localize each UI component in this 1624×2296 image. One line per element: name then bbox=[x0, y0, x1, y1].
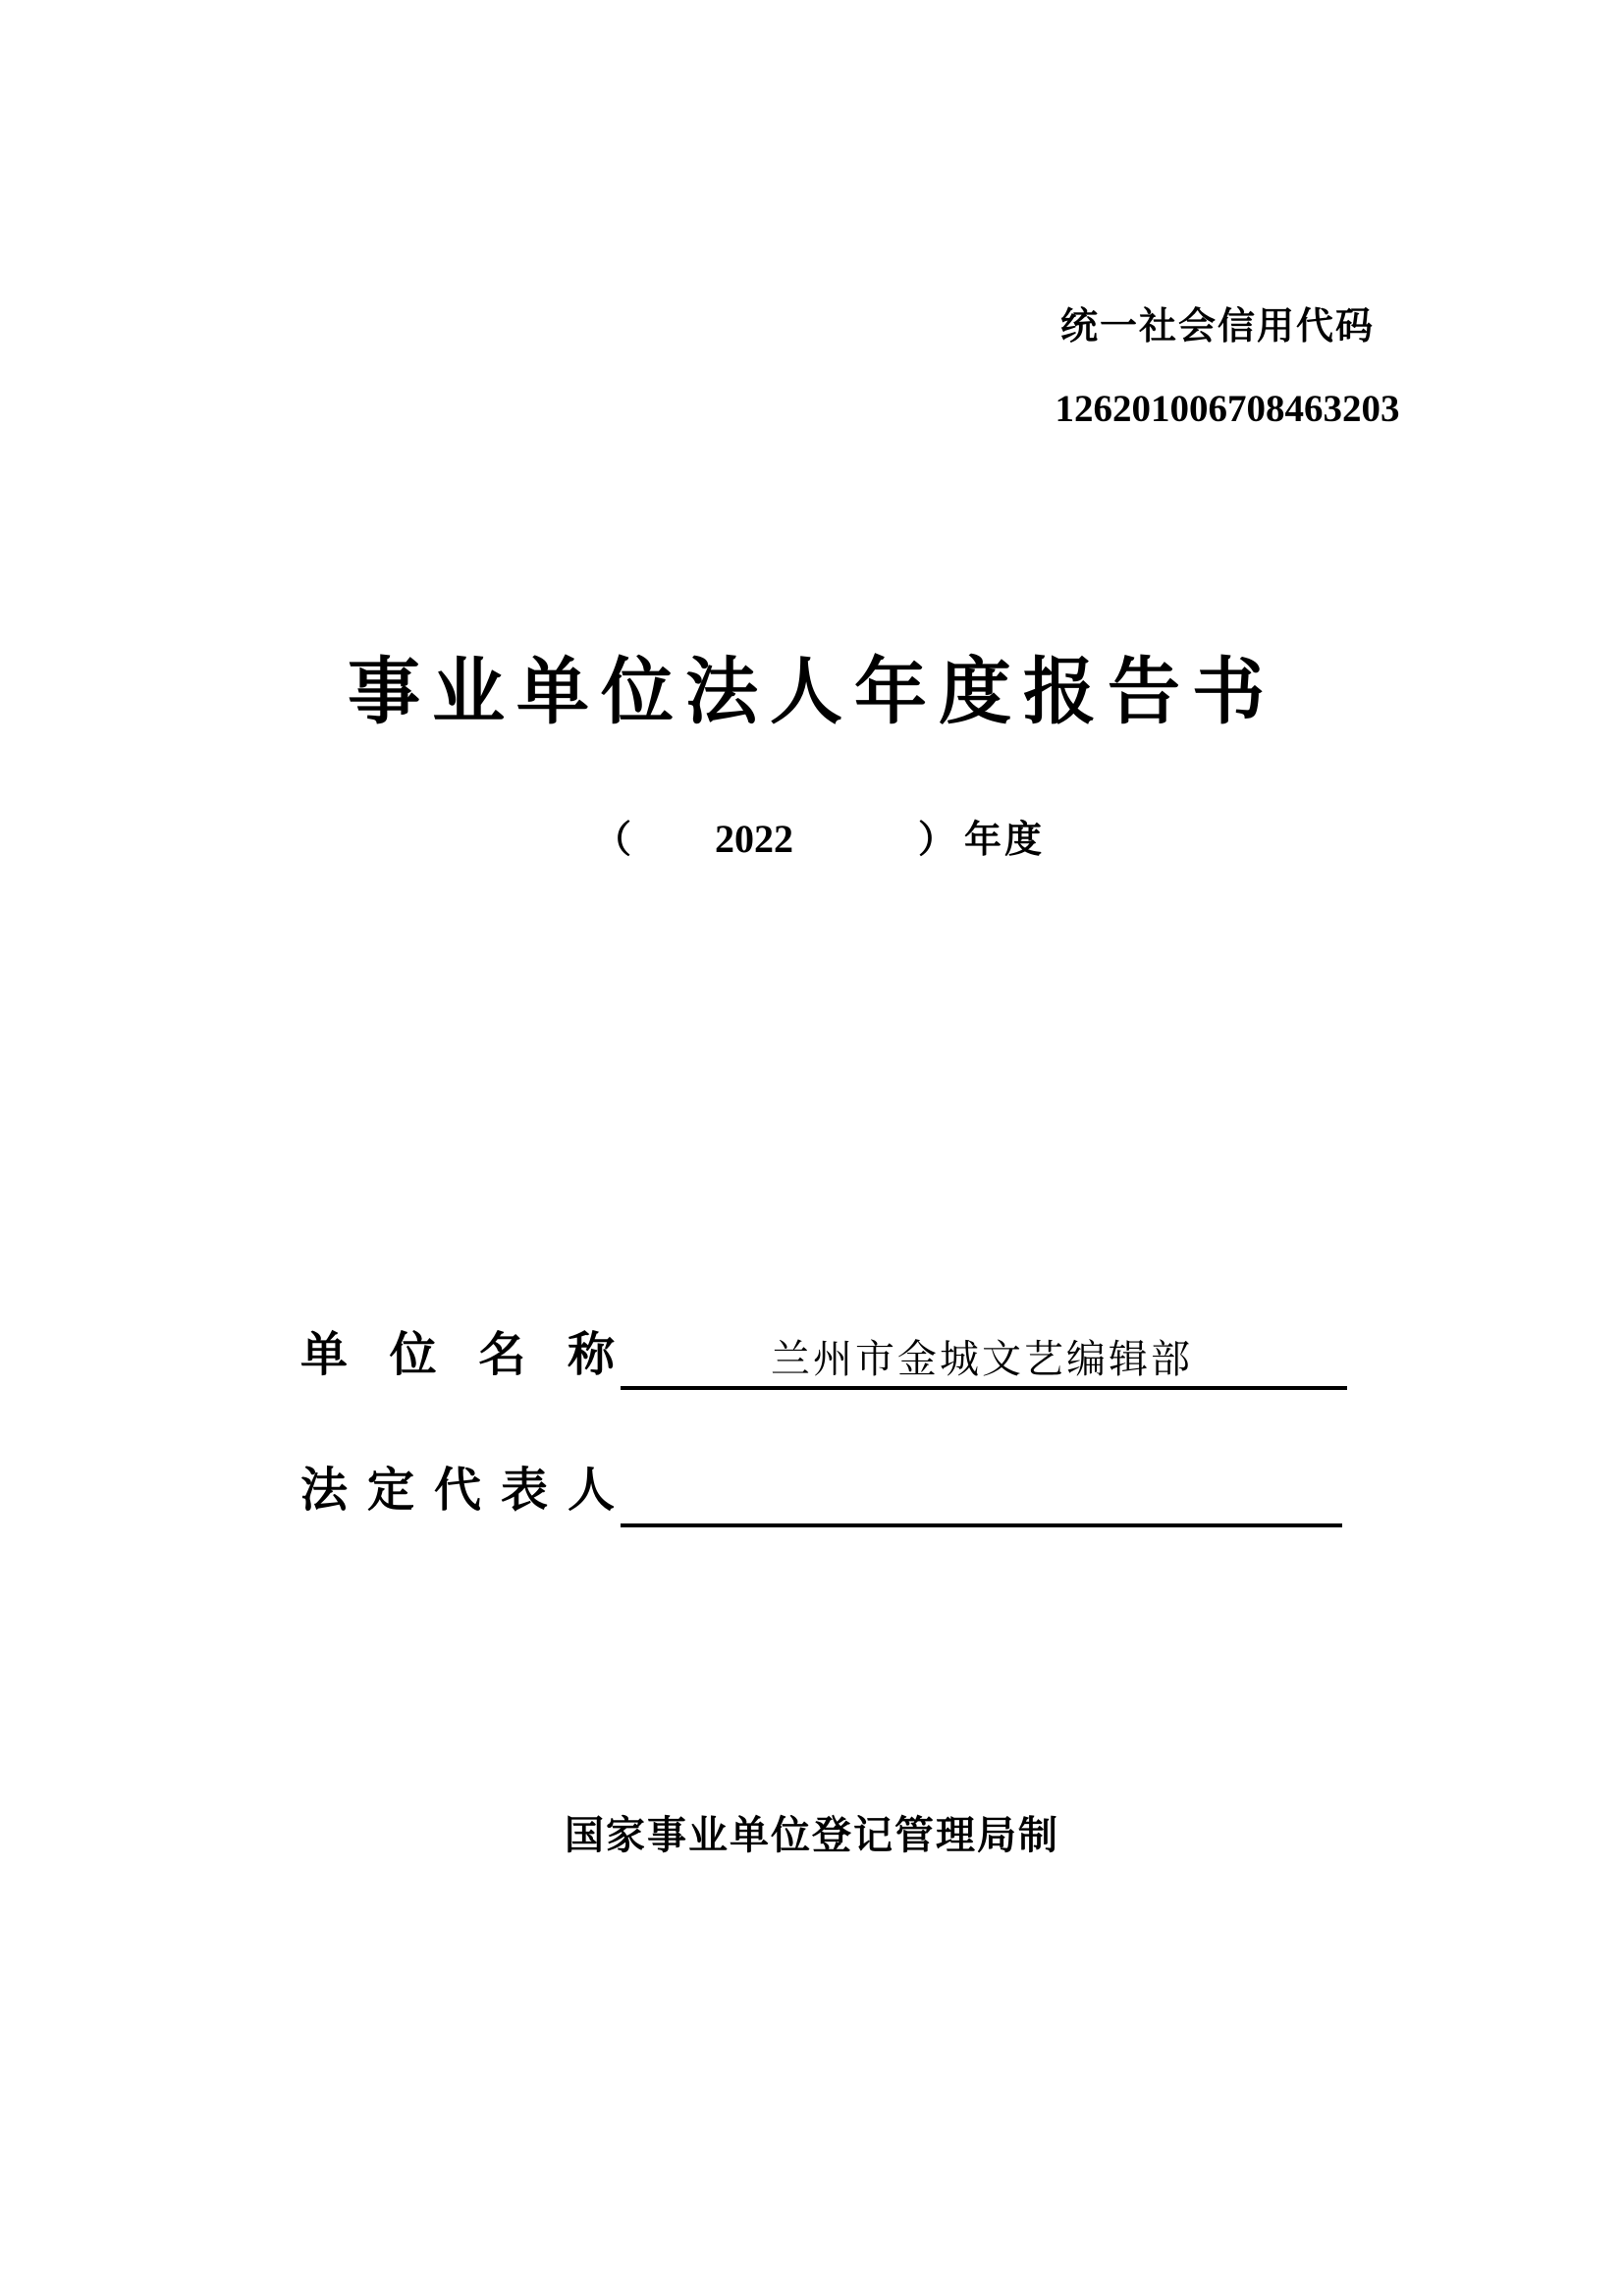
unit-name-label-char: 单 bbox=[300, 1327, 349, 1382]
report-year-value: 2022 bbox=[715, 817, 793, 861]
legal-rep-label-char: 定 bbox=[366, 1463, 414, 1518]
unit-name-label-char: 名 bbox=[478, 1327, 526, 1382]
legal-rep-label-char: 法 bbox=[300, 1463, 349, 1518]
unit-name-label-char: 位 bbox=[389, 1327, 437, 1382]
legal-rep-label-char: 代 bbox=[433, 1463, 481, 1518]
report-year-line bbox=[0, 810, 1624, 869]
legal-rep-underline bbox=[621, 1523, 1342, 1527]
year-suffix: 年度 bbox=[964, 818, 1046, 861]
credit-code-value: 126201006708463203 bbox=[1055, 388, 1400, 430]
unit-name-value: 兰州市金城文艺编辑部 bbox=[771, 1337, 1193, 1382]
year-open-paren: （ bbox=[594, 818, 632, 861]
legal-rep-label-char: 人 bbox=[567, 1463, 615, 1518]
unit-name-label-char: 称 bbox=[567, 1327, 615, 1382]
legal-rep-label bbox=[300, 1456, 615, 1524]
report-title: 事业单位法人年度报告书 bbox=[348, 650, 1276, 734]
legal-rep-label-char: 表 bbox=[500, 1463, 548, 1518]
year-close-paren: ） bbox=[918, 818, 956, 861]
unit-name-label bbox=[300, 1320, 615, 1389]
issuer-text: 国家事业单位登记管理局制 bbox=[565, 1813, 1059, 1858]
credit-code-label: 统一社会信用代码 bbox=[1059, 304, 1375, 347]
unit-name-underline bbox=[621, 1386, 1347, 1390]
